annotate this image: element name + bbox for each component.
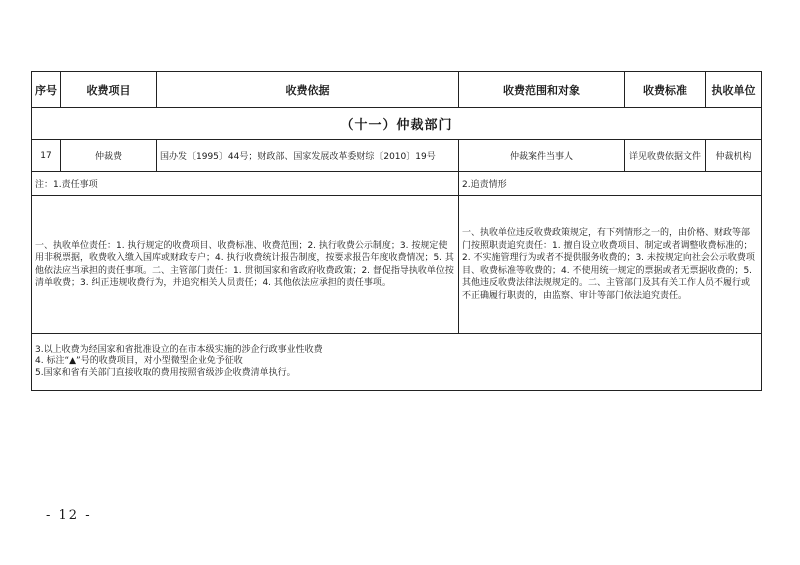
footer-note-4: 4. 标注“▲”号的收费项目，对小型微型企业免予征收 xyxy=(35,356,243,367)
accountability-label: 2.追责情形 xyxy=(459,172,762,196)
footer-notes xyxy=(32,334,762,391)
cell-standard: 详见收费依据文件 xyxy=(625,140,706,172)
cell-basis: 国办发〔1995〕44号；财政部、国家发展改革委财综〔2010〕19号 xyxy=(157,140,459,172)
header-row xyxy=(32,72,762,108)
cell-unit: 仲裁机构 xyxy=(706,140,762,172)
notes-text-row xyxy=(32,196,762,334)
section-row xyxy=(32,108,762,140)
section-title: （十一）仲裁部门 xyxy=(32,108,762,140)
footer-note-5: 5.国家和省有关部门直接收取的费用按照省级涉企收费清单执行。 xyxy=(35,367,296,378)
page-number: - 12 - xyxy=(46,508,92,523)
table-row xyxy=(32,140,762,172)
responsibility-text: 一、执收单位责任：1. 执行规定的收费项目、收费标准、收费范围；2. 执行收费公示制度；3. 按规定使用非税票据，收费收入缴入国库或财政专户；4. 执行收费统计报告制度，按要求报告年度收费情况；5. 其他依法应当承担的责任事项。二、主管部门责任：1. 贯彻国家和省政府收费政策；2. 督促指导执收单位按清单收费；3. 纠正违规收费行为，并追究相关人员责任；4. 其他依法应承担的责任事项。 xyxy=(32,196,459,334)
cell-seq: 17 xyxy=(32,140,61,172)
responsibility-label: 注：1.责任事项 xyxy=(32,172,459,196)
header-scope: 收费范围和对象 xyxy=(459,72,625,108)
cell-scope: 仲裁案件当事人 xyxy=(459,140,625,172)
header-basis: 收费依据 xyxy=(157,72,459,108)
fee-table xyxy=(31,71,762,391)
footer-notes-row xyxy=(32,334,762,391)
header-item: 收费项目 xyxy=(61,72,157,108)
header-standard: 收费标准 xyxy=(625,72,706,108)
accountability-text: 一、执收单位违反收费政策规定，有下列情形之一的，由价格、财政等部门按照职责追究责任：1. 擅自设立收费项目、制定或者调整收费标准的；2. 不实施管理行为或者不提供服务收费的；3. 未按规定向社会公示收费项目、收费标准等收费的；4. 不使用统一规定的票据或者无票据收费的；5. 其他违反收费法律法规规定的。二、主管部门及其有关工作人员不履行或不正确履行职责的，由监察、审计等部门依法追究责任。 xyxy=(459,196,762,334)
cell-item: 仲裁费 xyxy=(61,140,157,172)
header-seq: 序号 xyxy=(32,72,61,108)
footer-note-3: 3.以上收费为经国家和省批准设立的在市本级实施的涉企行政事业性收费 xyxy=(35,344,323,355)
notes-label-row xyxy=(32,172,762,196)
header-unit: 执收单位 xyxy=(706,72,762,108)
